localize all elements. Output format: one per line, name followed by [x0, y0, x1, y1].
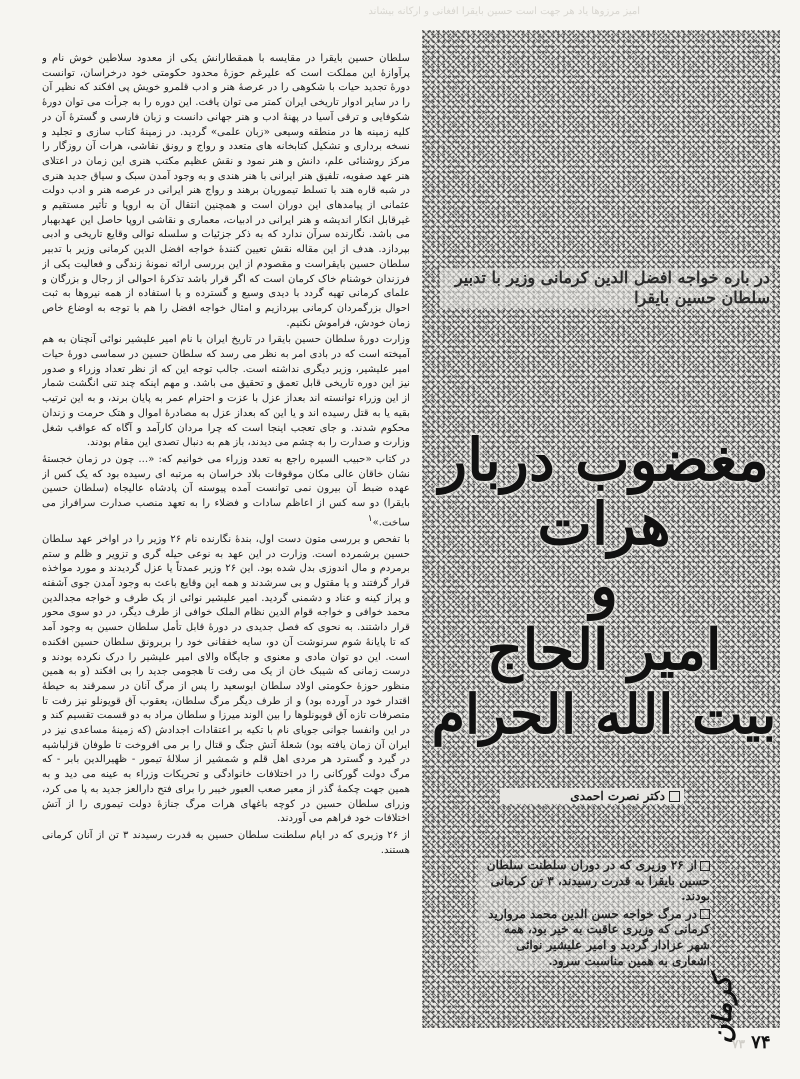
- body-paragraph-text: در کتاب «حبیب السیره راجع به تعدد وزراء می خوانیم که: «... چون در زمان خجستهٔ نشان خاقان عالی مکان موقوفات بلاد خراسان به مرتبه ای رسیده بود که یک کس از عهده ضبط آن بیرون نمی توانست آمده پیوسته آن پادشاه عالیجاه (سلطان حسین بایقرا) دو سه کس از اعاظم سادات و فضلاء را به تعهد منصب صدارت سرافراز می ساخت.»: [42, 453, 410, 529]
- article-title: [428, 426, 780, 746]
- summary-item-text: از ۲۶ وزیری که در دوران سلطنت سلطان حسین بایقرا به قدرت رسیدند، ۳ تن کرمانی بودند.: [486, 858, 710, 904]
- page-number: [732, 1032, 771, 1053]
- title-line-3: و: [589, 552, 618, 620]
- body-paragraph: [42, 453, 410, 531]
- square-bullet-icon: [700, 861, 710, 871]
- body-paragraph: از ۲۶ وزیری که در ایام سلطنت سلطان حسین به قدرت رسیدند ۳ تن از آنان کرمانی هستند.: [42, 829, 410, 856]
- body-paragraph: وزارت دورهٔ سلطان حسین بایقرا در تاریخ ایران با نام امیر علیشیر نوائی آنچنان به هم آمیخته است که در بادی امر به نظر می رسد که سلطان حسین در سماسی دورهٔ حیات امیر علیشیر، وزیر دیگری نداشته است. جالب توجه این که از نظر تعداد وزراء و صدور نیز این دوره تاریخی قابل تعمق و تحقیق می باشد. و مهم اینکه چند تنی انگشت شمار از این وزراء توانسته اند بعداز عزل با عزت و احترام عمر به پایان برند، و به این ترتیب بقیه یا به قتل رسیده اند و یا این که بعداز عزل به مصادرهٔ اموال و هتک حرمت و زندان محکوم شدند. و جای تعجب اینجا است که چرا مردان کارآمد و آگاه که عواقب شغل وزارت و صدارت را به چشم می دیدند، باز هم به دنبال تصدی این مقام بودند.: [42, 334, 410, 449]
- bleed-through-text: آمیز مرزوها یاد هر جهت است حسین بایقرا افغانی و ارکانه بیشاند: [368, 6, 640, 17]
- square-bullet-icon: [700, 909, 710, 919]
- title-line-1: مغضوب دربار: [439, 426, 769, 494]
- author-name: دکتر نصرت احمدی: [570, 789, 665, 803]
- author-byline: [500, 788, 684, 804]
- square-bullet-icon: [669, 791, 680, 802]
- footnote-mark: ۱: [367, 513, 373, 524]
- title-line-4: امیر الحاج: [486, 617, 722, 683]
- summary-item-text: در مرگ خواجه حسن الدین محمد مروارید کرمانی که وزیری عاقبت به خیر بود، همه شهر عزادار گردید و امیر علیشیر نوائی اشعاری به همین مناسبت سرود.: [488, 906, 710, 968]
- article-lede: در باره خواجه افضل الدین کرمانی وزیر با تدبیر سلطان حسین بایقرا: [440, 268, 770, 308]
- page-number-main: ۷۴: [751, 1032, 771, 1053]
- magazine-logo: کرمان: [708, 976, 738, 1044]
- summary-item: [478, 907, 710, 969]
- body-paragraph: سلطان حسین بایقرا در مقایسه با همقطارانش یکی از معدود سلاطین خوش نام و پرآوازهٔ این مملکت است که علیرغم حوزهٔ محدود حکومتی خود درخراسان، توانست دورهٔ تجدید حیات با شکوهی را در عرصهٔ هنر و ادب قلمرو خویش پی افکند که نظیر آن را در سایر ادوار تاریخی ایران کمتر می توان یافت. این دوره را به جرأت می توان دورهٔ شکوفایی و ترقی آسیا در پهنهٔ ادب و هنر جهانی دانست و زبان فارسی و گسترهٔ آن در کلیه زمینه ها در منطقه وسیعی «زبان علمی» گردید. در زمینهٔ کتاب سازی و تجلید و نسخه برداری و تشکیل کتابخانه های متعدد و رواج و رونق نقاشی، هرات آن روزگار را مرکز روشنائی علم، دانش و هنر نمود و نقش عظیم مکتب هنری این زمان در اعتلای هنر عهد صفویه، تلفیق هنر ایرانی با هنر هندی و به وجود آمدن سبک و سیاق جدید هنری در شبه قاره هند با تسلط تیموریان برهند و رواج هنر ایرانی در عرصه هنر و ادب دولت عثمانی از پیامدهای این دوران است و همچنین انتقال آن به اروپا و تأثیر مستقیم و غیرقابل انکار اندیشه و هنر ایرانی در ادبیات، معماری و نقاشی اروپا حاصل این عهدبهبار می باشد. نگارنده سرآن ندارد که به ذکر جزئیات و سلسله توالی وقایع تاریخی و ادبی بپردازد. هدف از این مقاله نقش تعیین کنندهٔ خواجه افضل الدین کرمانی وزیر با تدبیر سلطان حسین بایقراست و مقصودم از این بررسی ارائه نمونهٔ زندگی و فعالیت یکی از فرزندان خوشنام خاک کرمان است که اگر قرار باشد تذکرهٔ احوالی از رجال و بزرگان و علمای کرمانی تهیه گردد با دیدی وسیع و گسترده و با استفاده از همه نیروها به ثبت احوال بزرگمردان کرمانی بپردازیم و امثال خواجه افضل را هم با توجه به اوضاع خاص زمان خودش، فراموش نکنیم.: [42, 53, 410, 329]
- article-body: [42, 52, 410, 1018]
- body-paragraph: با تفحص و بررسی متون دست اول، بندهٔ نگارنده نام ۲۶ وزیر را در اواخر عهد سلطان حسین برشمرده است. وزارت در این عهد به نوعی حیله گری و تزویر و ظلم و ستم برمردم و مال اندوزی بدل شده بود. این ۲۶ وزیر عمدتاً یا عزل گردیدند و مورد مواخذه قرار گرفتند و یا مقتول و بی سرشدند و همه این وقایع باعث به وجود آمدن جوی آشفته و پراز کینه و عناد و دشمنی گردید. امیر علیشیر نوائی از یک طرف و خواجه مجدالدین محمد خوافی و خواجه قوام الدین نظام الملک خوافی از طرف دیگر، در دو سوی محور قرار داشتند. به نحوی که فصل جدیدی در دورهٔ قابل تأمل سلطان حسین به وجود آمد که تا پایانهٔ شوم سرنوشت آن دو، سایه خفقانی خود را بربرونق سلطان حسین افکنده است. این دو توان مادی و معنوی و جایگاه والای امیر علیشیر را درک نکرده بودند و درست زمانی که شیبک خان از یک می رفت تا هجومی جدید را بی افکند (و به همین منظور حوزهٔ حکومتی اولاد سلطان ابوسعید را پس از مرگ آنان در سمرقند به حیطهٔ اقتدار خود در آورده بود) و از طرف دیگر مرگ سلطان، یعقوب آق قویونلو نیز رفت تا متصرفات تازه آق قویونلوها را بین الوند میرزا و سلطان مراد به دو قسمت تقسیم کند و در این وانفسا جوانی جویای نام با تکیه بر اعتقادات اجدادش (که زمینهٔ مساعدی نیز در ایران آن زمان یافته بود) شعلهٔ آتش جنگ و قتال را بر می افروخت تا طوفان قزلباشیه در گیرد و گسترد هر مردی اهل قلم و شمشیر از سلالهٔ تیمور - ظهیرالدین بابر - که مرگ دولت گورکانی را در اختلافات خانوادگی و تحریکات وزراء به عینه می دید و به همین جهت چکمهٔ گذر از معبر صعب العبور خیبر را برای فتح دارالعز جدید به پا می کرد، وزرای سلطان حسین در کوچه باغهای هرات مرگ جنازهٔ دولت تیموری را از آتش اختلافات خود فراهم می آوردند.: [42, 533, 410, 825]
- summary-item: [478, 858, 710, 905]
- title-line-2: هرات: [537, 490, 671, 558]
- article-summary: [478, 858, 710, 971]
- page-number-faint: ۷۳: [732, 1037, 745, 1051]
- title-line-5: بیت الله الحرام: [431, 682, 777, 746]
